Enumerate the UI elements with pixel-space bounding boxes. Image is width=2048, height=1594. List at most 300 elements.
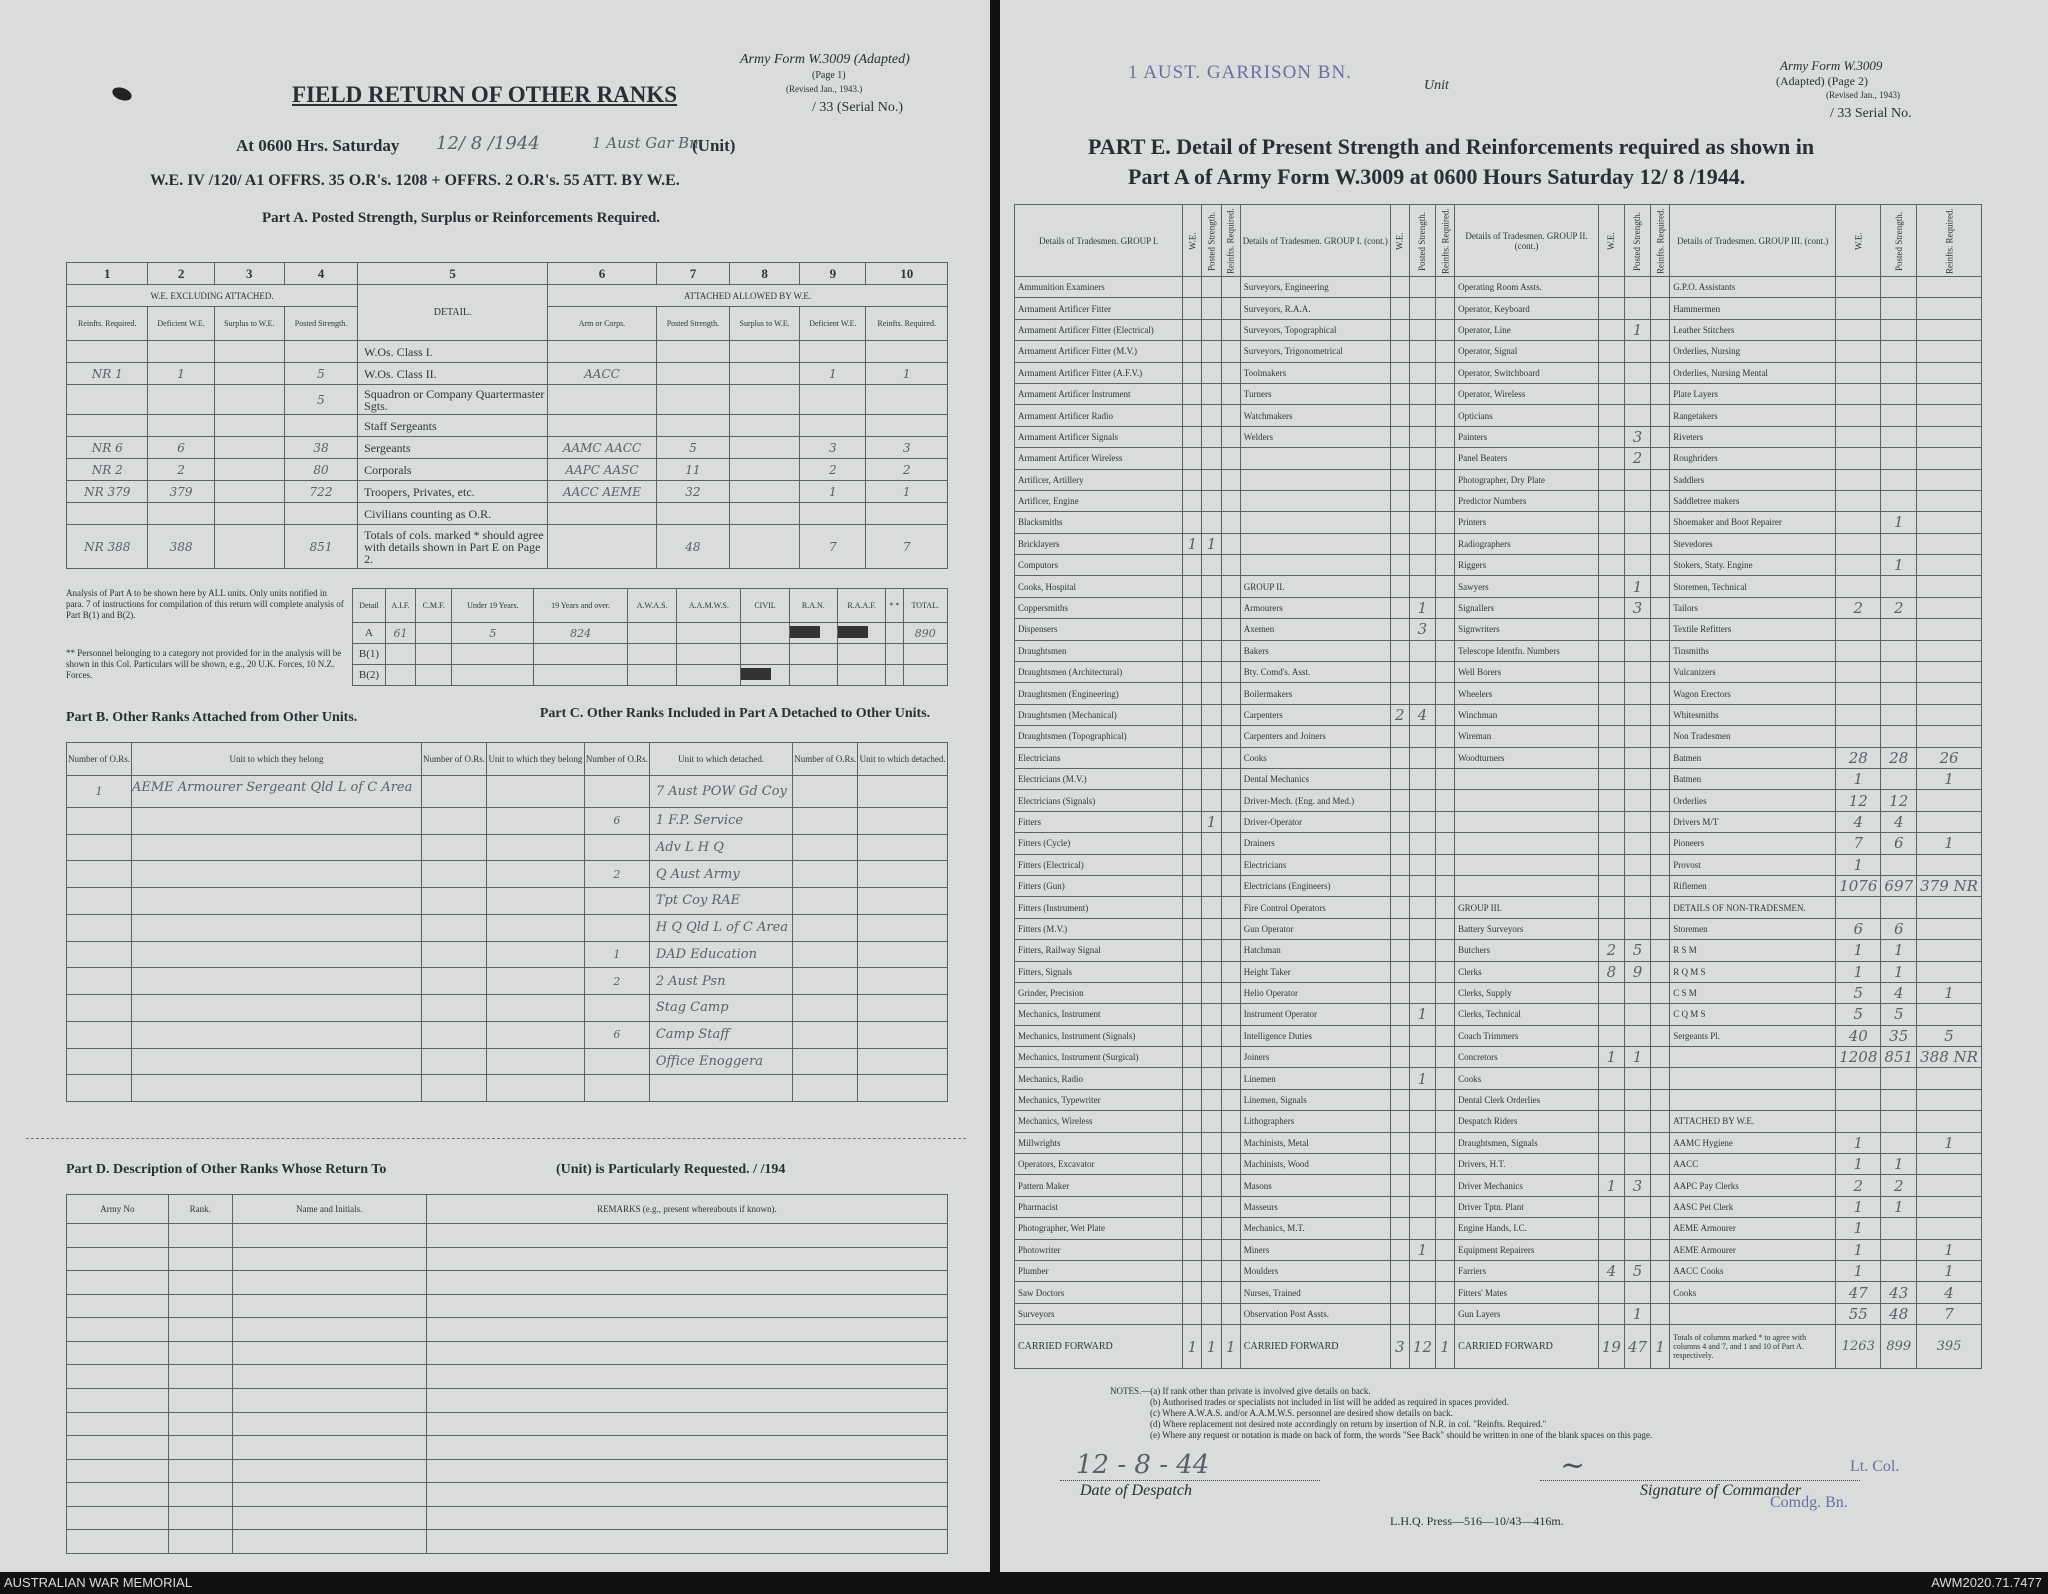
trade-value: 1 — [1881, 1196, 1917, 1217]
trade-value — [1651, 277, 1670, 298]
serial-number: / 33 (Serial No.) — [812, 100, 903, 115]
part-c-cell — [858, 941, 948, 968]
part-b-cell — [131, 968, 421, 995]
trade-value — [1598, 1025, 1624, 1046]
part-c-number — [584, 776, 649, 808]
trade-name: Operator, Keyboard — [1455, 298, 1599, 319]
trade-value — [1598, 726, 1624, 747]
trade-value — [1221, 619, 1240, 640]
cell-c2 — [148, 385, 214, 415]
trade-value — [1624, 768, 1650, 789]
part-b-cell — [422, 914, 487, 941]
trade-value — [1221, 1132, 1240, 1153]
trade-value — [1221, 897, 1240, 918]
part-d-cell — [67, 1483, 169, 1507]
table-row — [1015, 1047, 1982, 1068]
part-d-cell — [67, 1341, 169, 1365]
trade-value: 1 — [1836, 1218, 1881, 1239]
trade-value — [1221, 1175, 1240, 1196]
trade-value — [1436, 811, 1455, 832]
part-d-cell — [67, 1506, 169, 1530]
trade-value — [1836, 1089, 1881, 1110]
trade-value — [1390, 1303, 1409, 1324]
trade-name — [1240, 555, 1390, 576]
trade-value — [1183, 512, 1202, 533]
trade-value — [1390, 662, 1409, 683]
trade-value — [1390, 961, 1409, 982]
trade-value — [1624, 1154, 1650, 1175]
part-d-cell — [67, 1388, 169, 1412]
trade-value: 388 NR — [1917, 1047, 1982, 1068]
table-row — [67, 995, 948, 1022]
trade-name: AAMC Hygiene — [1670, 1132, 1836, 1153]
trade-value — [1917, 490, 1982, 511]
trade-value — [1651, 1111, 1670, 1132]
trade-value — [1917, 940, 1982, 961]
table-row — [1015, 1218, 1982, 1239]
trade-value — [1651, 405, 1670, 426]
trade-value — [1390, 383, 1409, 404]
trade-value — [1390, 982, 1409, 1003]
trade-value — [1917, 383, 1982, 404]
trade-value — [1624, 683, 1650, 704]
trade-value — [1436, 1068, 1455, 1089]
part-c-number: 6 — [584, 807, 649, 834]
trade-value — [1624, 854, 1650, 875]
trade-name: Tailors — [1670, 597, 1836, 618]
part-b-cell — [131, 995, 421, 1022]
trade-value — [1651, 640, 1670, 661]
trade-name: Axemen — [1240, 619, 1390, 640]
trade-value: 1 — [1917, 1260, 1982, 1281]
table-row — [67, 1530, 948, 1554]
trade-value — [1881, 1218, 1917, 1239]
trade-value — [1183, 875, 1202, 896]
trade-value — [1409, 555, 1435, 576]
trade-value — [1183, 1218, 1202, 1239]
table-row — [1015, 683, 1982, 704]
cell-c8 — [730, 437, 800, 459]
trade-value: 3 — [1624, 597, 1650, 618]
part-b-cell — [486, 968, 584, 995]
part-d-cell — [426, 1459, 947, 1483]
part-c-cell — [649, 1075, 792, 1102]
part-e-heading: Details of Tradesmen. GROUP II. (cont.) — [1455, 205, 1599, 277]
cell-c10: 7 — [866, 525, 948, 569]
trade-value — [1409, 576, 1435, 597]
trade-value — [1183, 490, 1202, 511]
form-id: Army Form W.3009 — [1780, 58, 1883, 73]
rank-stamp: Lt. Col. — [1850, 1458, 1900, 1475]
part-e-table — [1014, 204, 1982, 1369]
part-d-cell — [168, 1271, 232, 1295]
trade-value — [1183, 662, 1202, 683]
table-row — [67, 807, 948, 834]
trade-value — [1651, 1239, 1670, 1260]
trade-value — [1183, 426, 1202, 447]
trade-value — [1436, 490, 1455, 511]
column-subheading: Surplus to W.E. — [730, 307, 800, 341]
trade-name: Mechanics, M.T. — [1240, 1218, 1390, 1239]
trade-value — [1651, 704, 1670, 725]
trade-name: Masons — [1240, 1175, 1390, 1196]
analysis-cell — [416, 644, 452, 665]
trade-name: Linemen, Signals — [1240, 1089, 1390, 1110]
trade-value — [1183, 1260, 1202, 1281]
trade-value — [1917, 1218, 1982, 1239]
trade-value: 697 — [1881, 875, 1917, 896]
trade-name: Observation Post Assts. — [1240, 1303, 1390, 1324]
trade-value: 1 — [1836, 768, 1881, 789]
trade-name: Bty. Comd's. Asst. — [1240, 662, 1390, 683]
trade-value — [1917, 597, 1982, 618]
cell-c4 — [284, 341, 357, 363]
cell-c6: AAMC AACC — [548, 437, 657, 459]
cell-c7: 5 — [656, 437, 729, 459]
trade-value — [1624, 1068, 1650, 1089]
analysis-cell — [416, 665, 452, 686]
part-c-cell — [584, 1075, 649, 1102]
trade-value: 6 — [1881, 918, 1917, 939]
trade-value: 1208 — [1836, 1047, 1881, 1068]
analysis-note-2: ** Personnel belonging to a category not provided for in the analysis will be shown in this Col. Particulars will be shown, e.g., 20 U.K. Forces, 10 N.Z. Forces. — [66, 648, 342, 680]
trade-value — [1917, 683, 1982, 704]
trade-name: Vulcanizers — [1670, 662, 1836, 683]
table-row — [1015, 961, 1982, 982]
table-row — [1015, 490, 1982, 511]
trade-value: 851 — [1881, 1047, 1917, 1068]
trade-name: Well Borers — [1455, 662, 1599, 683]
table-row — [1015, 298, 1982, 319]
trade-value — [1202, 319, 1221, 340]
trade-value — [1917, 319, 1982, 340]
part-b-cell — [422, 968, 487, 995]
part-e-heading: Posted Strength. — [1881, 205, 1917, 277]
trade-value — [1436, 1175, 1455, 1196]
trade-value: 1 — [1409, 597, 1435, 618]
detail-label: W.Os. Class II. — [358, 363, 548, 385]
cell-c2: 388 — [148, 525, 214, 569]
trade-name: Radiographers — [1455, 533, 1599, 554]
trade-name: Driver-Operator — [1240, 811, 1390, 832]
part-d-cell — [426, 1506, 947, 1530]
trade-value — [1651, 790, 1670, 811]
table-row — [1015, 277, 1982, 298]
trade-name: Machinists, Metal — [1240, 1132, 1390, 1153]
trade-value — [1409, 1282, 1435, 1303]
trade-value — [1436, 918, 1455, 939]
trade-value: 1 — [1409, 1068, 1435, 1089]
trade-value: 6 — [1836, 918, 1881, 939]
part-c-cell — [793, 1021, 858, 1048]
trade-value — [1436, 1282, 1455, 1303]
despatch-date: 12 - 8 - 44 — [1076, 1450, 1210, 1480]
cell-c3 — [214, 525, 284, 569]
table-row — [1015, 1132, 1982, 1153]
part-d-cell — [168, 1506, 232, 1530]
trade-value — [1221, 1239, 1240, 1260]
trade-value — [1436, 961, 1455, 982]
table-row — [67, 385, 948, 415]
trade-name: Rangetakers — [1670, 405, 1836, 426]
trade-value: 5 — [1624, 1260, 1650, 1281]
trade-name — [1240, 490, 1390, 511]
trade-value — [1390, 1132, 1409, 1153]
trade-value: 1 — [1881, 961, 1917, 982]
trade-value: 7 — [1836, 833, 1881, 854]
trade-value — [1221, 683, 1240, 704]
part-e-heading: Reinfts. Required. — [1917, 205, 1982, 277]
trade-name: Batmen — [1670, 747, 1836, 768]
trade-value — [1409, 1047, 1435, 1068]
part-c-cell — [858, 861, 948, 888]
table-row — [1015, 662, 1982, 683]
trade-value: 6 — [1881, 833, 1917, 854]
part-e-heading: Details of Tradesmen. GROUP I. (cont.) — [1240, 205, 1390, 277]
table-row — [1015, 640, 1982, 661]
trade-value: 1 — [1836, 1196, 1881, 1217]
part-e-heading: Reinfts. Required. — [1221, 205, 1240, 277]
trade-name — [1455, 833, 1599, 854]
carried-forward-value: 1 — [1651, 1325, 1670, 1369]
trade-value — [1390, 1260, 1409, 1281]
carried-forward-value: 47 — [1624, 1325, 1650, 1369]
trade-value — [1221, 982, 1240, 1003]
trade-value — [1202, 1089, 1221, 1110]
trade-value — [1183, 1132, 1202, 1153]
trade-value — [1390, 319, 1409, 340]
form-id: Army Form W.3009 (Adapted) — [740, 52, 910, 67]
trade-value — [1409, 790, 1435, 811]
part-b-cell — [67, 1048, 132, 1075]
part-b-cell — [486, 861, 584, 888]
cell-c1: NR 388 — [67, 525, 148, 569]
analysis-cell — [741, 623, 789, 644]
trade-name: Painters — [1455, 426, 1599, 447]
part-d-cell — [232, 1506, 426, 1530]
part-b-cell — [422, 888, 487, 915]
trade-value — [1390, 448, 1409, 469]
part-d-cell — [67, 1247, 169, 1271]
analysis-heading: Under 19 Years. — [452, 589, 534, 623]
trade-value — [1651, 533, 1670, 554]
trade-value — [1221, 662, 1240, 683]
trade-value: 1 — [1836, 940, 1881, 961]
trade-name: Electricians (Signals) — [1015, 790, 1183, 811]
trade-name: C S M — [1670, 982, 1836, 1003]
trade-value: 4 — [1836, 811, 1881, 832]
page-title: FIELD RETURN OF OTHER RANKS — [292, 82, 678, 107]
trade-value — [1917, 576, 1982, 597]
trade-value — [1598, 448, 1624, 469]
analysis-heading: A.W.A.S. — [627, 589, 677, 623]
trade-value — [1221, 277, 1240, 298]
part-d-heading: Name and Initials. — [232, 1195, 426, 1224]
trade-name: Wheelers — [1455, 683, 1599, 704]
carried-forward-label: CARRIED FORWARD — [1240, 1325, 1390, 1369]
trade-value — [1221, 490, 1240, 511]
part-d-cell — [426, 1224, 947, 1248]
table-row — [353, 623, 948, 644]
trade-value — [1624, 726, 1650, 747]
trade-value — [1221, 426, 1240, 447]
trade-name — [1670, 1068, 1836, 1089]
trade-value — [1409, 747, 1435, 768]
trade-value — [1624, 469, 1650, 490]
trade-value — [1221, 1025, 1240, 1046]
column-subheading: Arm or Corps. — [548, 307, 657, 341]
trade-name: Artificer, Artillery — [1015, 469, 1183, 490]
part-b-cell — [131, 807, 421, 834]
trade-name: Storemen, Technical — [1670, 576, 1836, 597]
part-d-cell — [426, 1294, 947, 1318]
trade-value — [1436, 1196, 1455, 1217]
trade-value — [1202, 1025, 1221, 1046]
analysis-cell — [386, 644, 416, 665]
trade-name: Miners — [1240, 1239, 1390, 1260]
cell-c3 — [214, 459, 284, 481]
trade-name: Joiners — [1240, 1047, 1390, 1068]
trade-value — [1221, 1154, 1240, 1175]
trade-value — [1436, 597, 1455, 618]
cell-c1: NR 379 — [67, 481, 148, 503]
cell-c7: 48 — [656, 525, 729, 569]
part-b-title: Part B. Other Ranks Attached from Other Units. — [66, 710, 358, 725]
part-d-title: Part D. Description of Other Ranks Whose Return To — [66, 1162, 387, 1177]
trade-name: Fitters (Electrical) — [1015, 854, 1183, 875]
trade-value: 40 — [1836, 1025, 1881, 1046]
part-d-cell — [67, 1318, 169, 1342]
analysis-heading: A.I.F. — [386, 589, 416, 623]
trade-value — [1881, 490, 1917, 511]
trade-value — [1881, 383, 1917, 404]
trade-value — [1409, 940, 1435, 961]
trade-value — [1651, 1047, 1670, 1068]
analysis-table — [352, 588, 948, 686]
trade-value — [1624, 1089, 1650, 1110]
trade-value — [1917, 897, 1982, 918]
cell-c6 — [548, 525, 657, 569]
table-row — [1015, 833, 1982, 854]
trade-value: 7 — [1917, 1303, 1982, 1324]
trade-value: 3 — [1409, 619, 1435, 640]
table-row — [67, 834, 948, 861]
trade-value — [1651, 1282, 1670, 1303]
trade-value — [1390, 897, 1409, 918]
cell-c3 — [214, 363, 284, 385]
trade-name: Fitters (Gun) — [1015, 875, 1183, 896]
trade-name: Equipment Repairers — [1455, 1239, 1599, 1260]
trade-value — [1390, 1004, 1409, 1025]
trade-value — [1409, 362, 1435, 383]
part-d-cell — [232, 1388, 426, 1412]
analysis-heading: R.A.A.F. — [838, 589, 886, 623]
table-row — [1015, 918, 1982, 939]
trade-value — [1436, 277, 1455, 298]
trade-value — [1183, 1068, 1202, 1089]
trade-value — [1836, 533, 1881, 554]
trade-value — [1436, 875, 1455, 896]
trade-value — [1409, 490, 1435, 511]
table-row — [67, 481, 948, 503]
detail-label: Sergeants — [358, 437, 548, 459]
trade-name: Drainers — [1240, 833, 1390, 854]
trade-name: Battery Surveyors — [1455, 918, 1599, 939]
trade-value — [1390, 918, 1409, 939]
trade-value: 3 — [1624, 426, 1650, 447]
trade-value — [1390, 790, 1409, 811]
table-row — [1015, 1004, 1982, 1025]
trade-name: Mechanics, Instrument (Surgical) — [1015, 1047, 1183, 1068]
trade-value: 2 — [1881, 1175, 1917, 1196]
trade-name: Riggers — [1455, 555, 1599, 576]
trade-value — [1836, 490, 1881, 511]
trade-value — [1436, 555, 1455, 576]
part-d-cell — [168, 1224, 232, 1248]
trade-value — [1917, 1175, 1982, 1196]
part-d-cell — [426, 1483, 947, 1507]
trade-value — [1651, 1154, 1670, 1175]
table-row — [1015, 897, 1982, 918]
cell-c4 — [284, 503, 357, 525]
table-row — [67, 1506, 948, 1530]
trade-value — [1651, 1025, 1670, 1046]
part-d-cell — [168, 1365, 232, 1389]
part-b-cell — [486, 888, 584, 915]
trade-value — [1598, 1068, 1624, 1089]
trade-value — [1598, 1154, 1624, 1175]
column-subheading: Posted Strength. — [656, 307, 729, 341]
cell-c8 — [730, 525, 800, 569]
part-c-cell — [858, 995, 948, 1022]
table-row — [1015, 597, 1982, 618]
trade-value — [1390, 555, 1409, 576]
trade-value — [1390, 1196, 1409, 1217]
cell-c8 — [730, 459, 800, 481]
trade-name: Helio Operator — [1240, 982, 1390, 1003]
trade-name: Armament Artificer Radio — [1015, 405, 1183, 426]
part-c-cell — [858, 1048, 948, 1075]
part-b-cell — [67, 861, 132, 888]
trade-value — [1836, 277, 1881, 298]
analysis-cell — [386, 665, 416, 686]
part-d-cell — [168, 1530, 232, 1554]
trade-value — [1917, 1154, 1982, 1175]
trade-value — [1651, 854, 1670, 875]
trade-value — [1436, 512, 1455, 533]
trade-value — [1221, 448, 1240, 469]
trade-name: Armament Artificer Fitter (M.V.) — [1015, 341, 1183, 362]
trade-name: Armament Artificer Wireless — [1015, 448, 1183, 469]
part-c-cell — [793, 776, 858, 808]
part-b-cell — [422, 1048, 487, 1075]
trade-value — [1202, 469, 1221, 490]
cell-c10: 1 — [866, 481, 948, 503]
cell-c3 — [214, 341, 284, 363]
trade-value — [1183, 448, 1202, 469]
trade-value: 1 — [1836, 961, 1881, 982]
trade-value — [1390, 1239, 1409, 1260]
trade-value — [1221, 597, 1240, 618]
trade-value: 5 — [1624, 940, 1650, 961]
analysis-cell — [677, 665, 741, 686]
part-d-heading: REMARKS (e.g., present whereabouts if known). — [426, 1195, 947, 1224]
trade-value — [1390, 469, 1409, 490]
trade-name: Intelligence Duties — [1240, 1025, 1390, 1046]
table-row — [67, 1341, 948, 1365]
note-line: (c) Where A.W.A.S. and/or A.A.M.W.S. personnel are desired show details on back. — [1150, 1408, 1453, 1418]
part-b-cell — [131, 1075, 421, 1102]
